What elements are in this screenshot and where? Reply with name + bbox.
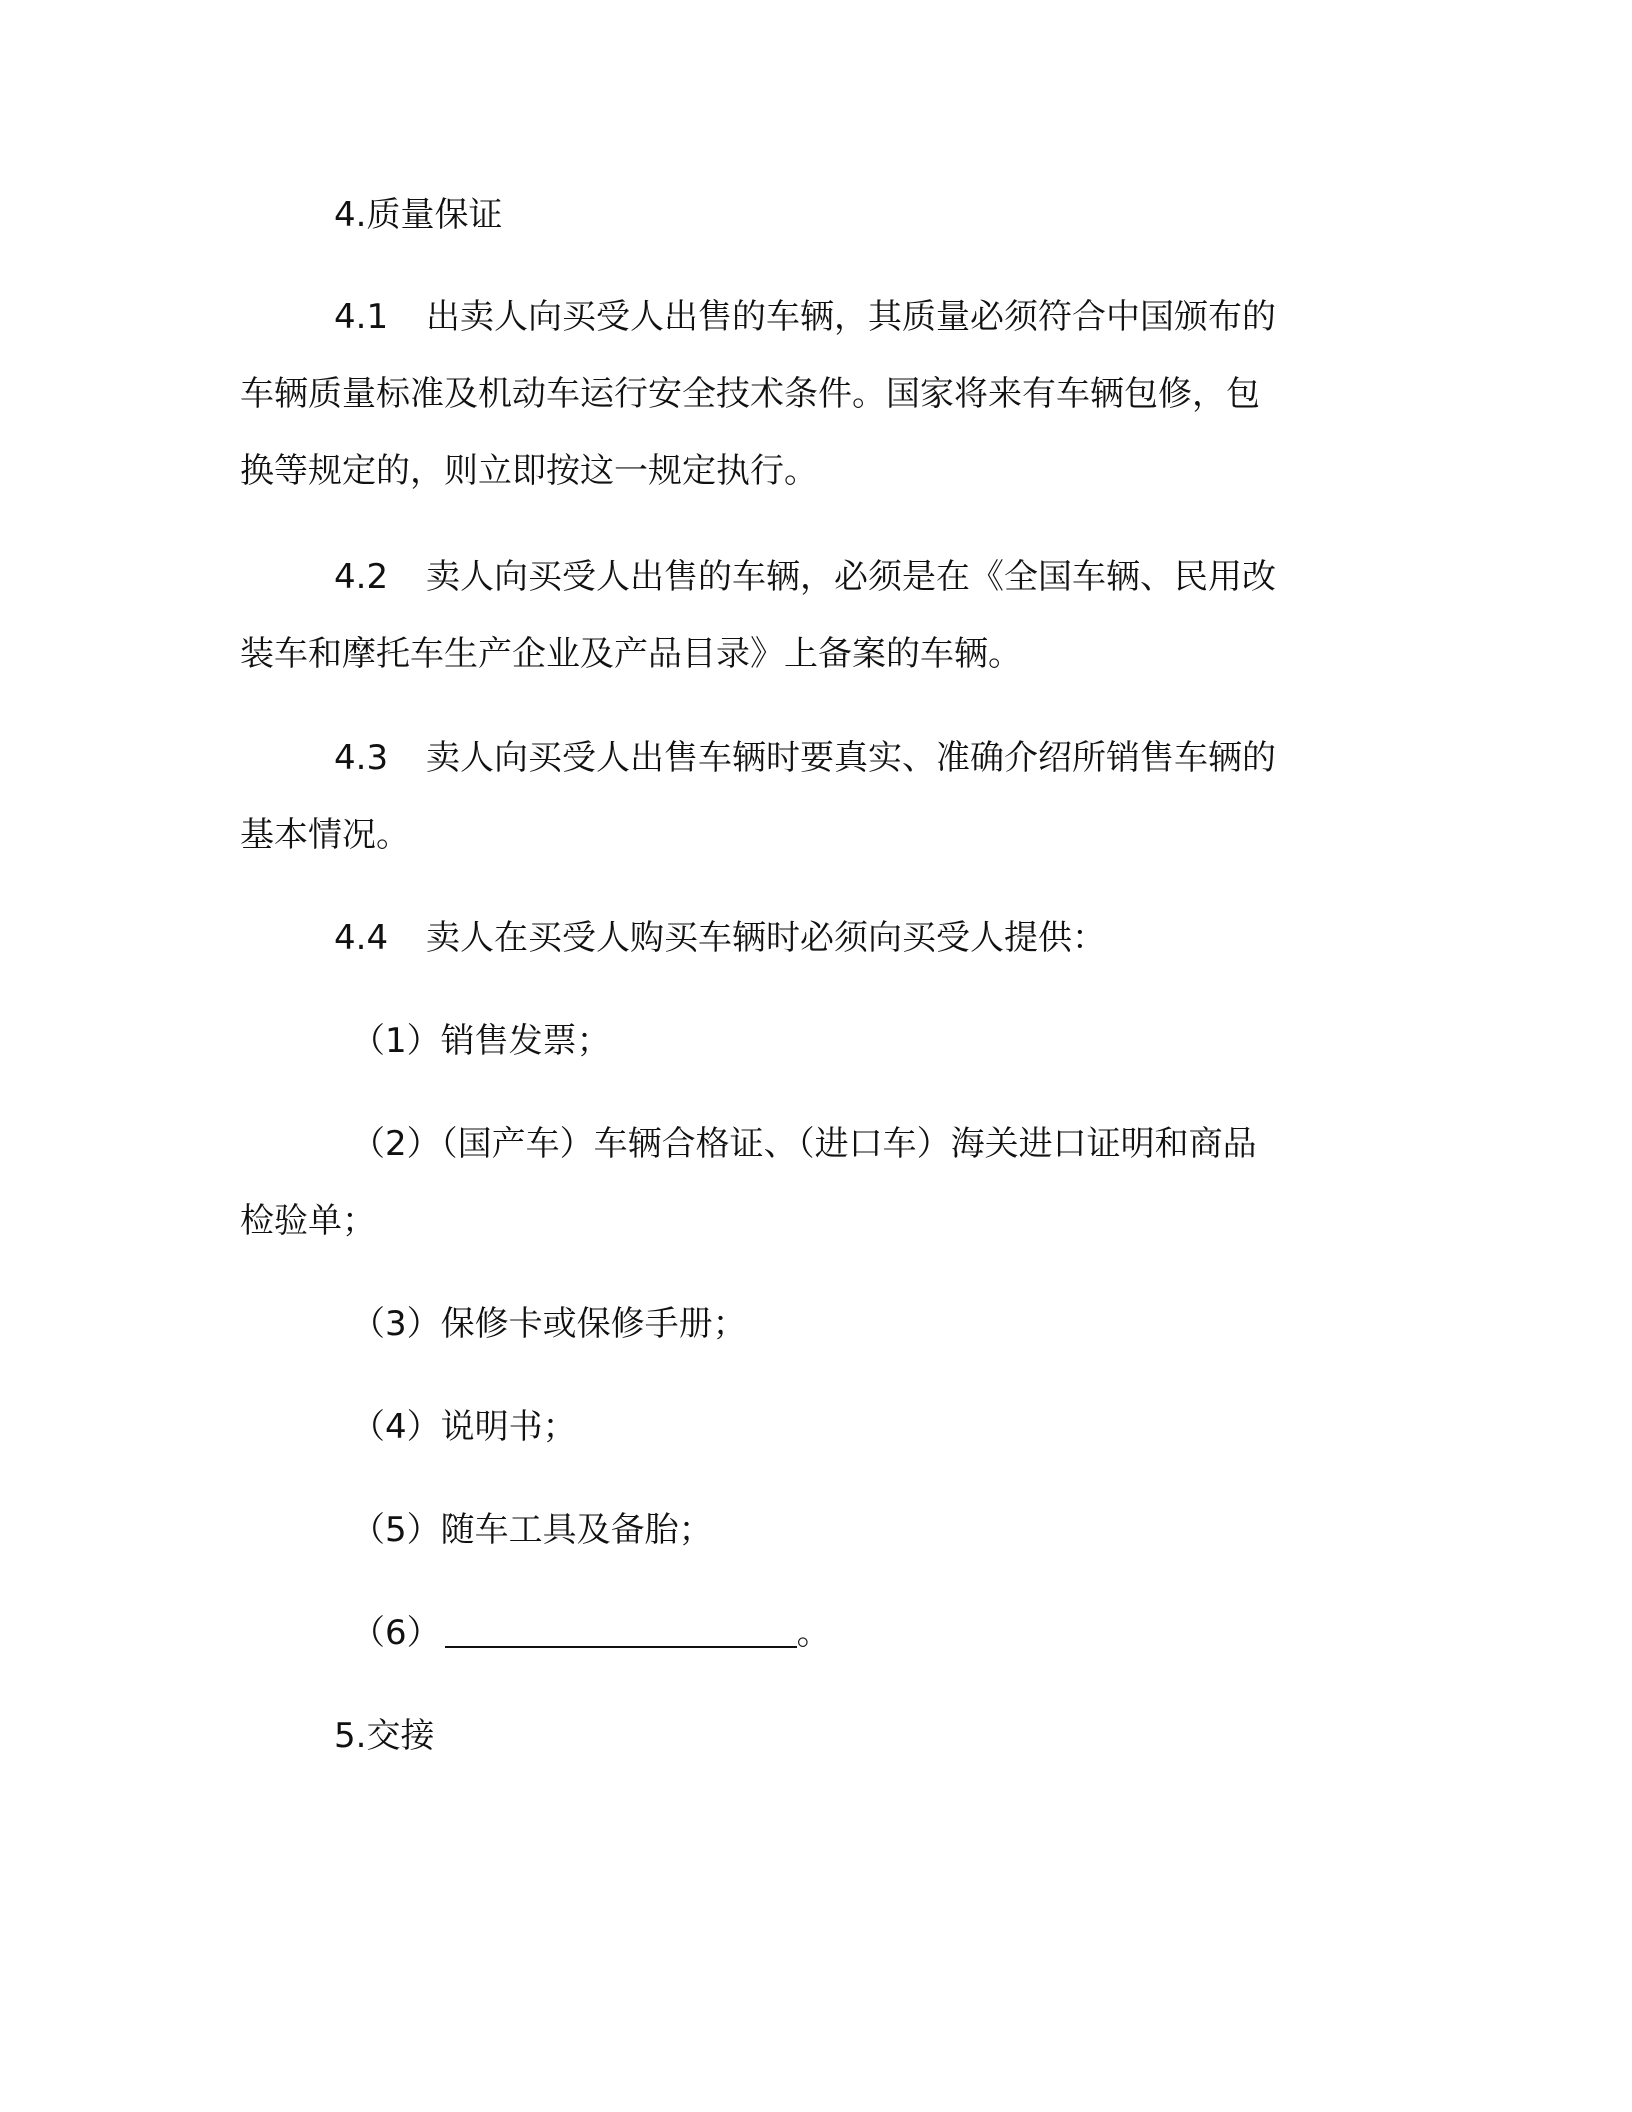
list-item-suffix: 。	[796, 1613, 831, 1653]
clause-4-4	[240, 900, 1368, 977]
clause-4-1	[240, 279, 1368, 510]
section-4-heading: 4.质量保证	[334, 195, 503, 235]
list-item: （3）保修卡或保修手册；	[351, 1304, 747, 1344]
clause-number: 4.2	[334, 557, 389, 597]
list-item: （6）	[351, 1613, 441, 1653]
item-6	[240, 1595, 1368, 1672]
clause-number: 4.4	[334, 918, 389, 958]
list-item: （2）（国产车）车辆合格证、（进口车）海关进口证明和商品	[351, 1124, 1257, 1164]
list-item: （1）销售发票；	[351, 1021, 611, 1061]
clause-4-2	[240, 539, 1368, 693]
item-4	[240, 1389, 1368, 1466]
clause-text: 出卖人向买受人出售的车辆，其质量必须符合中国颁布的	[426, 297, 1276, 337]
item-3	[240, 1286, 1368, 1363]
clause-text: 卖人在买受人购买车辆时必须向买受人提供：	[426, 918, 1106, 958]
clause-4-3	[240, 720, 1368, 874]
item-5	[240, 1492, 1368, 1569]
fill-in-blank	[445, 1620, 797, 1648]
list-item: （5）随车工具及备胎；	[351, 1510, 713, 1550]
clause-text: 卖人向买受人出售车辆时要真实、准确介绍所销售车辆的	[426, 738, 1276, 778]
clause-text: 换等规定的，则立即按这一规定执行。	[240, 451, 818, 491]
clause-text: 卖人向买受人出售的车辆，必须是在《全国车辆、民用改	[426, 557, 1276, 597]
clause-text: 装车和摩托车生产企业及产品目录》上备案的车辆。	[240, 634, 1022, 674]
clause-number: 4.1	[334, 297, 389, 337]
item-1	[240, 1003, 1368, 1080]
section-5-heading: 5.交接	[334, 1716, 435, 1756]
clause-text: 基本情况。	[240, 815, 410, 855]
item-2	[240, 1106, 1368, 1260]
list-item: （4）说明书；	[351, 1407, 577, 1447]
list-item-continuation: 检验单；	[240, 1201, 376, 1241]
clause-text: 车辆质量标准及机动车运行安全技术条件。国家将来有车辆包修，包	[240, 374, 1260, 414]
clause-number: 4.3	[334, 738, 389, 778]
